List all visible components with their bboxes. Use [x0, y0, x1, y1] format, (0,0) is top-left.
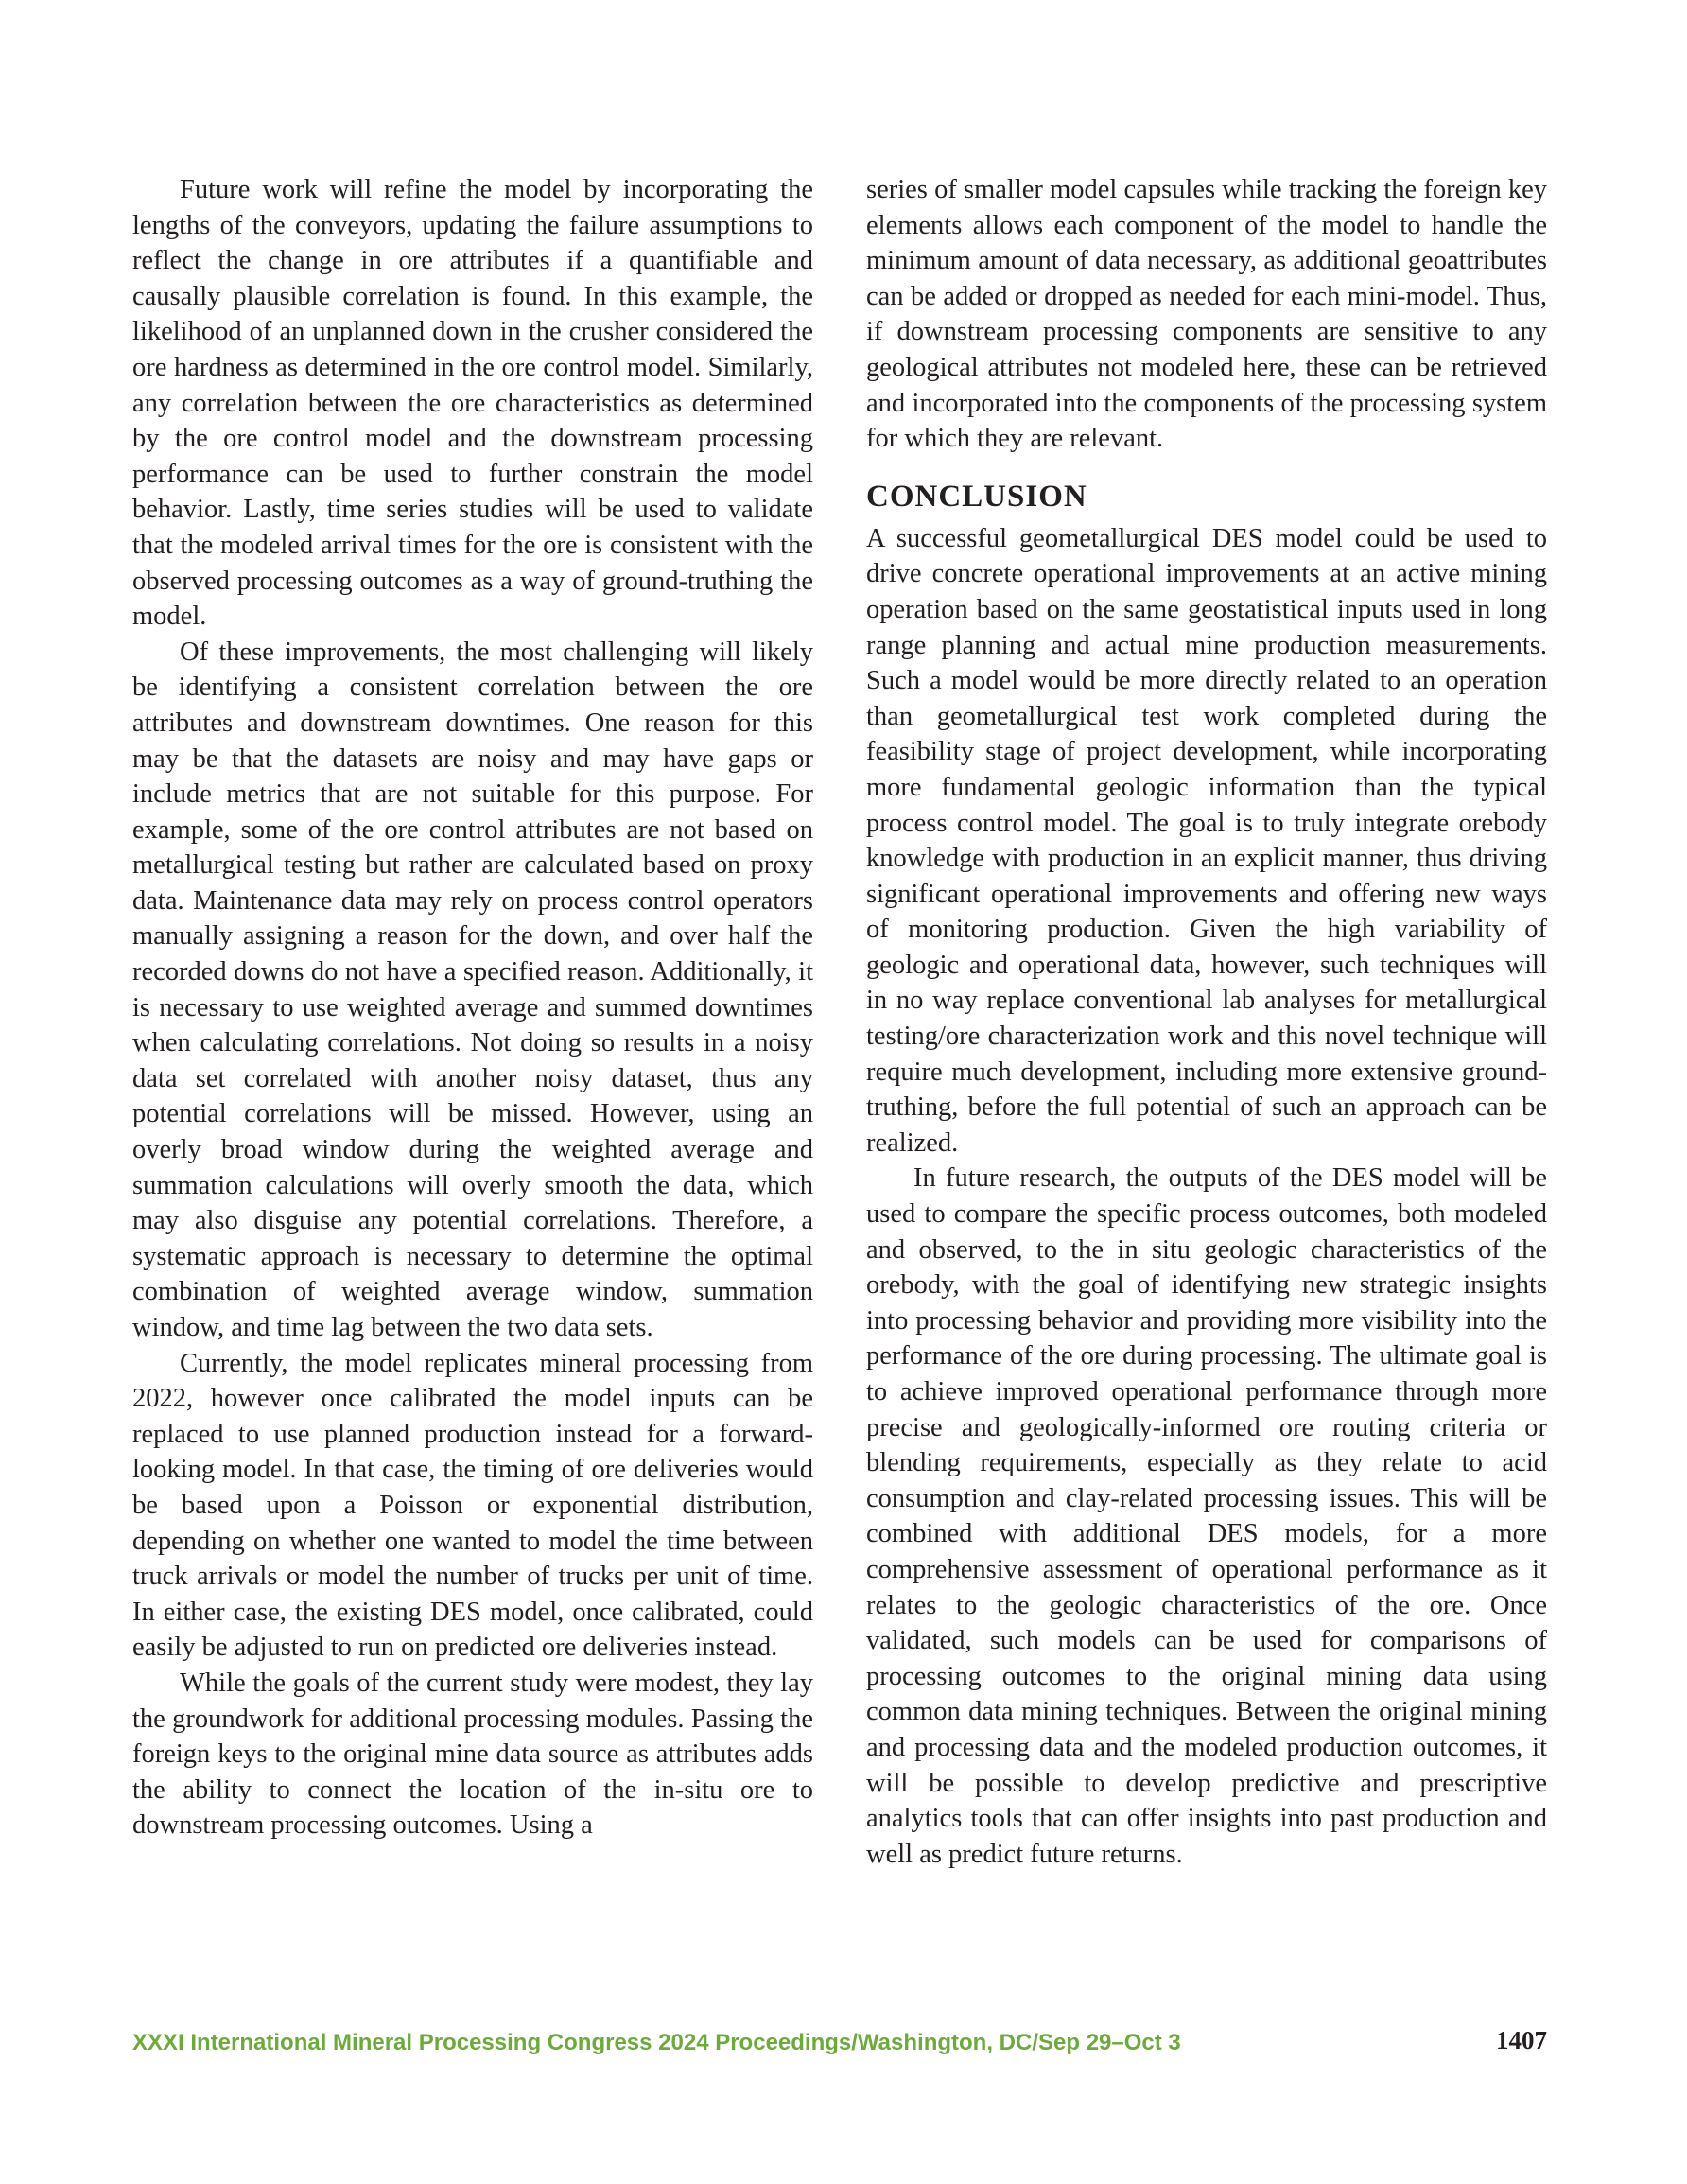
body-paragraph: Future work will refine the model by incorporating the lengths of the conveyors, updating the failure assumptions to reflect the change in ore attributes if a quantifiable and causally plausible correlation is found. In this example, the likelihood of an unplanned down in the crusher considered the ore hardness as determined in the ore control model. Similarly, any correlation between the ore characteristics as determined by the ore control model and the downstream processing performance can be used to further constrain the model behavior. Lastly, time series studies will be used to validate that the modeled arrival times for the ore is consistent with the observed processing outcomes as a way of ground-truthing the model. — [132, 175, 813, 632]
page-number: 1407 — [1496, 2026, 1547, 2054]
body-paragraph: A successful geometallurgical DES model could be used to drive concrete operational improvements at an active mining operation based on the same geostatistical inputs used in long range planning and actual mine production measurements. Such a model would be more directly related to an operation than geometallurgical test work completed during the feasibility stage of project development, while incorporating more fundamental geologic information than the typical process control model. The goal is to truly integrate orebody knowledge with production in an explicit manner, thus driving significant operational improvements and offering new ways of monitoring production. Given the high variability of geologic and operational data, however, such techniques will in no way replace conventional lab analyses for metallurgical testing/ore characterization work and this novel technique will require much development, including more extensive ground-truthing, before the full potential of such an approach can be realized. — [866, 523, 1547, 1158]
section-heading: CONCLUSION — [866, 479, 1087, 514]
footer-proceedings: XXXI International Mineral Processing Congress 2024 Proceedings/Washington, DC/Sep 29–Oct 3 — [132, 2030, 1181, 2055]
body-paragraph: In future research, the outputs of the DES model will be used to compare the specific process outcomes, both modeled and observed, to the in situ geologic characteristics of the orebody, with the goal of identifying new strategic insights into processing behavior and providing more visibility into the performance of the ore during processing. The ultimate goal is to achieve improved operational performance through more precise and geologically-informed ore routing criteria or blending requirements, especially as they relate to acid consumption and clay-related processing issues. This will be combined with additional DES models, for a more comprehensive assessment of operational performance as it relates to the geologic characteristics of the ore. Once validated, such models can be used for comparisons of processing outcomes to the original mining data using common data mining techniques. Between the original mining and processing data and the modeled production outcomes, it will be possible to develop predictive and prescriptive analytics tools that can offer insights into past production and well as predict future returns. — [866, 1163, 1547, 1869]
right-column — [866, 172, 1547, 1872]
left-column — [132, 172, 813, 1843]
body-paragraph: While the goals of the current study were modest, they lay the groundwork for additional processing modules. Passing the foreign keys to the original mine data source as attributes adds the ability to connect the location of the in-situ ore to downstream processing outcomes. Using a — [132, 1668, 813, 1841]
body-paragraph: series of smaller model capsules while tracking the foreign key elements allows each component of the model to handle the minimum amount of data necessary, as additional geoattributes can be added or dropped as needed for each mini-model. Thus, if downstream processing components are sensitive to any geological attributes not modeled here, these can be retrieved and incorporated into the components of the processing system for which they are relevant. — [866, 175, 1547, 454]
body-paragraph: Of these improvements, the most challenging will likely be identifying a consistent correlation between the ore attributes and downstream downtimes. One reason for this may be that the datasets are noisy and may have gaps or include metrics that are not suitable for this purpose. For example, some of the ore control attributes are not based on metallurgical testing but rather are calculated based on proxy data. Maintenance data may rely on process control operators manually assigning a reason for the down, and over half the recorded downs do not have a specified reason. Additionally, it is necessary to use weighted average and summed downtimes when calculating correlations. Not doing so results in a noisy data set correlated with another noisy dataset, thus any potential correlations will be missed. However, using an overly broad window during the weighted average and summation calculations will overly smooth the data, which may also disguise any potential correlations. Therefore, a systematic approach is necessary to determine the optimal combination of weighted average window, summation window, and time lag between the two data sets. — [132, 637, 813, 1342]
body-paragraph: Currently, the model replicates mineral processing from 2022, however once calibrated the model inputs can be replaced to use planned production instead for a forward-looking model. In that case, the timing of ore deliveries would be based upon a Poisson or exponential distribution, depending on whether one wanted to model the time between truck arrivals or model the number of trucks per unit of time. In either case, the existing DES model, once calibrated, could easily be adjusted to run on predicted ore deliveries instead. — [132, 1348, 813, 1663]
